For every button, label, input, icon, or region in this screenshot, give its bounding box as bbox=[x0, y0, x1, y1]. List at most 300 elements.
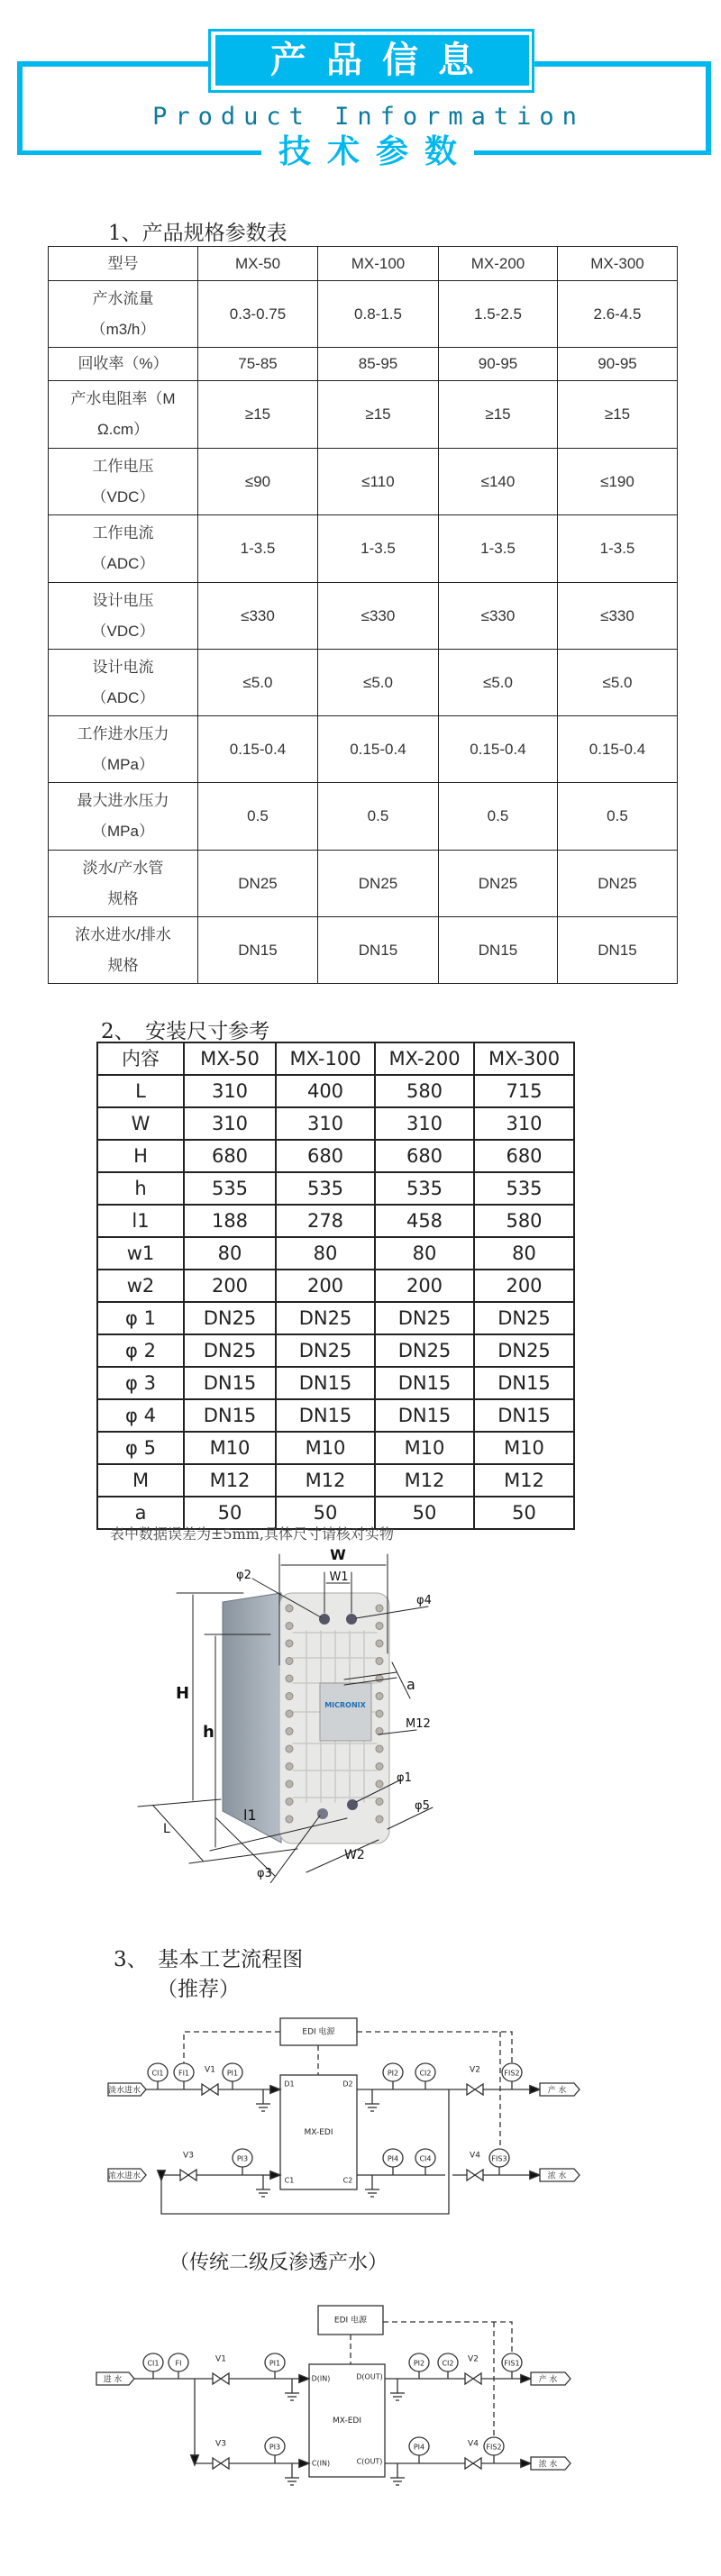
column-header: MX-300 bbox=[558, 247, 678, 281]
table-cell: 680 bbox=[276, 1140, 375, 1172]
table-cell: 1-3.5 bbox=[318, 515, 439, 583]
english-subtitle: Product Information bbox=[152, 103, 585, 131]
row-label-line: （MPa） bbox=[92, 755, 154, 773]
valve-icon bbox=[202, 2084, 218, 2095]
instrument-label: PI4 bbox=[387, 2154, 399, 2163]
flow-arrow-icon bbox=[530, 2086, 540, 2094]
table-row bbox=[49, 583, 678, 650]
table-row bbox=[97, 1367, 574, 1399]
column-header: MX-100 bbox=[318, 247, 439, 281]
edi-power-label: EDI 电源 bbox=[302, 2027, 335, 2037]
section-heading: 技术参数 bbox=[261, 132, 474, 172]
label-phi4: φ4 bbox=[416, 1594, 432, 1607]
flow-arrow-icon bbox=[521, 2375, 531, 2383]
bolt-icon bbox=[376, 1693, 383, 1700]
valve-label: V4 bbox=[468, 2439, 479, 2449]
table-cell: M10 bbox=[375, 1432, 474, 1464]
table-cell: DN15 bbox=[439, 917, 558, 984]
edi-module-label: MX-EDI bbox=[304, 2128, 333, 2137]
table-row bbox=[97, 1140, 574, 1172]
table-row bbox=[49, 281, 678, 348]
row-label-line: （m3/h） bbox=[90, 320, 156, 338]
page-title: 产品信息 bbox=[215, 35, 529, 86]
table-cell: DN25 bbox=[276, 1334, 375, 1367]
row-label-line: 工作电压 bbox=[92, 457, 154, 475]
row-label-line: 产水电阻率（M bbox=[70, 390, 176, 407]
valve-icon bbox=[467, 2170, 483, 2180]
label-l1: l1 bbox=[243, 1807, 257, 1824]
table-cell: 310 bbox=[184, 1107, 276, 1140]
table-cell: 80 bbox=[375, 1237, 474, 1270]
table-cell: DN25 bbox=[375, 1334, 474, 1367]
row-label-line: 规格 bbox=[107, 889, 139, 907]
label-M12: M12 bbox=[406, 1717, 431, 1731]
table-cell: 680 bbox=[184, 1140, 276, 1172]
row-label bbox=[49, 851, 198, 917]
table-cell: 2.6-4.5 bbox=[558, 281, 678, 348]
table-cell: ≥15 bbox=[318, 381, 439, 449]
table-cell: DN15 bbox=[375, 1399, 474, 1432]
table-cell: 310 bbox=[276, 1107, 375, 1140]
row-label: w1 bbox=[97, 1237, 184, 1270]
label-a: a bbox=[406, 1676, 415, 1693]
row-label: h bbox=[97, 1172, 184, 1205]
bolt-icon bbox=[286, 1640, 293, 1647]
table-cell: M10 bbox=[184, 1432, 276, 1464]
port-label: C2 bbox=[342, 2176, 353, 2185]
column-header: 型号 bbox=[49, 247, 198, 281]
table-cell: 1.5-2.5 bbox=[439, 281, 558, 348]
instrument-label: CI1 bbox=[151, 2069, 164, 2078]
column-header: MX-100 bbox=[276, 1042, 375, 1075]
section1-title: 1、产品规格参数表 bbox=[108, 222, 287, 245]
outlet_top-label: 产 水 bbox=[538, 2375, 558, 2385]
table-cell: ≤330 bbox=[558, 583, 678, 650]
instrument-label: PI3 bbox=[236, 2154, 249, 2163]
table-cell: 0.8-1.5 bbox=[318, 281, 439, 348]
table-cell: ≥15 bbox=[439, 381, 558, 449]
table-cell: 90-95 bbox=[439, 348, 558, 381]
table-row bbox=[49, 783, 678, 851]
table-cell: 680 bbox=[474, 1140, 574, 1172]
port-label: D1 bbox=[284, 2080, 295, 2089]
instrument-label: CI1 bbox=[147, 2359, 160, 2368]
instrument-label: PI1 bbox=[226, 2069, 239, 2078]
port-label: C(OUT) bbox=[356, 2457, 383, 2466]
table-cell: DN15 bbox=[318, 917, 439, 984]
section2-title: 2、 安装尺寸参考 bbox=[101, 1020, 270, 1043]
row-label bbox=[49, 449, 198, 515]
table-cell: 50 bbox=[375, 1497, 474, 1529]
table-cell: 680 bbox=[375, 1140, 474, 1172]
label-L: L bbox=[163, 1822, 170, 1836]
bolt-icon bbox=[376, 1745, 383, 1752]
row-label bbox=[49, 583, 198, 650]
column-header: 内容 bbox=[97, 1042, 184, 1075]
table-cell: 0.5 bbox=[198, 783, 318, 851]
bolt-icon bbox=[376, 1658, 383, 1665]
table-cell: ≤5.0 bbox=[198, 650, 318, 716]
row-label bbox=[49, 917, 198, 984]
instrument-label: FIS2 bbox=[504, 2069, 520, 2078]
port-phi2 bbox=[319, 1614, 330, 1625]
table-cell: ≤330 bbox=[439, 583, 558, 650]
bolt-icon bbox=[286, 1605, 293, 1612]
flow-arrow-icon bbox=[270, 2086, 280, 2094]
flow-arrow-icon bbox=[270, 2171, 280, 2180]
table-cell: 75-85 bbox=[198, 348, 318, 381]
table-header-row bbox=[97, 1042, 574, 1075]
label-W: W bbox=[330, 1546, 346, 1563]
bolt-icon bbox=[286, 1763, 293, 1770]
table-cell: DN15 bbox=[276, 1367, 375, 1399]
instrument-label: PI1 bbox=[269, 2359, 281, 2368]
table-cell: 200 bbox=[375, 1270, 474, 1302]
valve-label: V3 bbox=[215, 2439, 226, 2449]
valve-icon bbox=[465, 2373, 481, 2384]
row-label: φ 3 bbox=[97, 1367, 184, 1399]
bolt-icon bbox=[376, 1798, 383, 1806]
valve-icon bbox=[180, 2170, 196, 2180]
port-label: C(IN) bbox=[311, 2459, 331, 2468]
table-cell: DN15 bbox=[276, 1399, 375, 1432]
table-cell: DN25 bbox=[439, 851, 558, 917]
table-cell: 50 bbox=[474, 1497, 574, 1529]
port-label: C1 bbox=[284, 2176, 295, 2185]
valve-label: V2 bbox=[470, 2065, 480, 2075]
table-cell: M12 bbox=[184, 1464, 276, 1497]
table-cell: ≤5.0 bbox=[318, 650, 439, 716]
label-phi2: φ2 bbox=[236, 1569, 251, 1582]
label-W1: W1 bbox=[329, 1570, 349, 1584]
section3-subtitle: （推荐） bbox=[157, 1978, 240, 2001]
table-row bbox=[97, 1270, 574, 1302]
row-label-line: 工作电流 bbox=[92, 524, 154, 542]
row-label bbox=[49, 281, 198, 348]
row-label: φ 2 bbox=[97, 1334, 184, 1367]
table-row bbox=[97, 1107, 574, 1140]
bolt-icon bbox=[286, 1728, 293, 1735]
flow-diagram-recommended bbox=[0, 2005, 721, 2226]
spec-table bbox=[48, 246, 678, 984]
inlet_top-label: 淡水进水 bbox=[107, 2086, 141, 2096]
valve-label: V1 bbox=[215, 2354, 226, 2364]
label-h: h bbox=[203, 1723, 214, 1742]
table-cell: M12 bbox=[474, 1464, 574, 1497]
bolt-icon bbox=[286, 1816, 293, 1823]
table-cell: 400 bbox=[276, 1075, 375, 1107]
instrument-label: FI bbox=[175, 2359, 182, 2368]
valve-icon bbox=[213, 2458, 229, 2469]
signal-line bbox=[184, 2032, 280, 2063]
table-cell: 310 bbox=[375, 1107, 474, 1140]
table-cell: 1-3.5 bbox=[558, 515, 678, 583]
table-row bbox=[49, 449, 678, 515]
row-label-line: 产水流量 bbox=[92, 289, 154, 307]
bolt-icon bbox=[376, 1640, 383, 1647]
label-phi5: φ5 bbox=[415, 1799, 430, 1813]
table-cell: 50 bbox=[184, 1497, 276, 1529]
table-cell: M10 bbox=[474, 1432, 574, 1464]
instrument-label: FIS3 bbox=[491, 2154, 507, 2163]
table-cell: DN25 bbox=[558, 851, 678, 917]
table-row bbox=[97, 1399, 574, 1432]
row-label: φ 4 bbox=[97, 1399, 184, 1432]
column-header: MX-200 bbox=[375, 1042, 474, 1075]
row-label: l1 bbox=[97, 1205, 184, 1237]
signal-line bbox=[357, 2032, 512, 2063]
flow-arrow-icon bbox=[299, 2460, 309, 2468]
row-label bbox=[49, 348, 198, 381]
table-cell: 458 bbox=[375, 1205, 474, 1237]
column-header: MX-200 bbox=[439, 247, 558, 281]
bolt-icon bbox=[376, 1710, 383, 1717]
valve-label: V3 bbox=[183, 2151, 194, 2161]
table-row bbox=[97, 1334, 574, 1367]
table-cell: 535 bbox=[375, 1172, 474, 1205]
label-phi1: φ1 bbox=[397, 1771, 412, 1785]
table-cell: 1-3.5 bbox=[439, 515, 558, 583]
port-label: D(IN) bbox=[311, 2374, 331, 2383]
port-phi4 bbox=[346, 1614, 357, 1625]
valve-icon bbox=[467, 2084, 483, 2095]
instrument-label: FI1 bbox=[178, 2069, 190, 2078]
row-label: H bbox=[97, 1140, 184, 1172]
table-cell: 85-95 bbox=[318, 348, 439, 381]
table-row bbox=[49, 851, 678, 917]
row-label-line: 规格 bbox=[107, 956, 139, 974]
table-cell: 0.15-0.4 bbox=[439, 716, 558, 783]
table-cell: DN15 bbox=[198, 917, 318, 984]
table-cell: ≤140 bbox=[439, 449, 558, 515]
bolt-icon bbox=[376, 1623, 383, 1630]
bolt-icon bbox=[286, 1623, 293, 1630]
flow-arrow-icon bbox=[521, 2460, 531, 2468]
table-cell: ≤5.0 bbox=[439, 650, 558, 716]
table-cell: 0.3-0.75 bbox=[198, 281, 318, 348]
table-cell: 0.5 bbox=[558, 783, 678, 851]
table-cell: ≤330 bbox=[198, 583, 318, 650]
table-cell: 278 bbox=[276, 1205, 375, 1237]
table-header-row bbox=[49, 247, 678, 281]
table-cell: 0.15-0.4 bbox=[558, 716, 678, 783]
table-row bbox=[97, 1237, 574, 1270]
table-cell: ≥15 bbox=[558, 381, 678, 449]
bolt-icon bbox=[376, 1816, 383, 1823]
micronix-logo: MICRONIX bbox=[324, 1701, 366, 1709]
row-label: M bbox=[97, 1464, 184, 1497]
instrument-label: CI2 bbox=[419, 2069, 432, 2078]
table-cell: DN25 bbox=[474, 1302, 574, 1334]
label-H: H bbox=[176, 1684, 190, 1703]
table-cell: 200 bbox=[184, 1270, 276, 1302]
table-cell: DN25 bbox=[276, 1302, 375, 1334]
label-phi3: φ3 bbox=[257, 1867, 272, 1880]
bolt-icon bbox=[376, 1605, 383, 1612]
instrument-label: PI2 bbox=[413, 2359, 425, 2368]
table-cell: DN15 bbox=[375, 1367, 474, 1399]
row-label-line: （ADC） bbox=[91, 555, 155, 572]
row-label-line: （VDC） bbox=[91, 622, 155, 640]
table-cell: 310 bbox=[184, 1075, 276, 1107]
column-header: MX-300 bbox=[474, 1042, 574, 1075]
table-row bbox=[97, 1302, 574, 1334]
row-label bbox=[49, 783, 198, 851]
table-cell: ≥15 bbox=[198, 381, 318, 449]
table-cell: 80 bbox=[474, 1237, 574, 1270]
table-cell: 580 bbox=[375, 1075, 474, 1107]
table-cell: ≤5.0 bbox=[558, 650, 678, 716]
flow-arrow-icon bbox=[530, 2171, 540, 2180]
table-cell: DN15 bbox=[474, 1399, 574, 1432]
bolt-icon bbox=[286, 1780, 293, 1788]
valve-icon bbox=[213, 2373, 229, 2384]
table-cell: M10 bbox=[276, 1432, 375, 1464]
table-cell: 715 bbox=[474, 1075, 574, 1107]
table-cell: ≤190 bbox=[558, 449, 678, 515]
row-label: W bbox=[97, 1107, 184, 1140]
table-cell: 188 bbox=[184, 1205, 276, 1237]
table-cell: DN15 bbox=[184, 1367, 276, 1399]
port-phi1 bbox=[347, 1799, 358, 1810]
flow-arrow-icon bbox=[299, 2375, 309, 2383]
table-row bbox=[97, 1205, 574, 1237]
instrument-label: PI2 bbox=[387, 2069, 399, 2078]
row-label bbox=[49, 515, 198, 583]
table-cell: 90-95 bbox=[558, 348, 678, 381]
bolt-icon bbox=[286, 1710, 293, 1717]
bolt-icon bbox=[286, 1675, 293, 1682]
port-label: D2 bbox=[342, 2080, 353, 2089]
table-row bbox=[49, 917, 678, 984]
inlet_bottom-label: 浓水进水 bbox=[107, 2171, 141, 2181]
row-label-line: （VDC） bbox=[91, 487, 155, 505]
bolt-icon bbox=[376, 1675, 383, 1682]
table-cell: DN25 bbox=[375, 1302, 474, 1334]
table-cell: 0.15-0.4 bbox=[198, 716, 318, 783]
table-cell: 0.5 bbox=[439, 783, 558, 851]
bolt-icon bbox=[286, 1745, 293, 1752]
edi-module-label: MX-EDI bbox=[332, 2417, 362, 2426]
table-cell: 535 bbox=[474, 1172, 574, 1205]
label-W2: W2 bbox=[344, 1848, 365, 1862]
instrument-label: PI3 bbox=[269, 2443, 281, 2452]
port-label: D(OUT) bbox=[356, 2372, 383, 2381]
table-cell: 200 bbox=[474, 1270, 574, 1302]
flow-diagram-ro bbox=[0, 2293, 721, 2491]
table-row bbox=[49, 348, 678, 381]
table-cell: 0.15-0.4 bbox=[318, 716, 439, 783]
table-cell: M12 bbox=[276, 1464, 375, 1497]
valve-label: V4 bbox=[470, 2151, 480, 2161]
instrument-label: PI4 bbox=[413, 2443, 425, 2452]
instrument-label: CI2 bbox=[442, 2359, 454, 2368]
signal-line bbox=[383, 2322, 512, 2353]
column-header: MX-50 bbox=[198, 247, 318, 281]
edi-power-label: EDI 电源 bbox=[333, 2316, 368, 2326]
outlet_top-label: 产 水 bbox=[547, 2086, 567, 2096]
bolt-icon bbox=[376, 1763, 383, 1770]
table-row bbox=[97, 1464, 574, 1497]
row-label-line: 浓水进水/排水 bbox=[75, 925, 171, 943]
table-cell: ≤90 bbox=[198, 449, 318, 515]
valve-icon bbox=[465, 2458, 481, 2469]
table-cell: 0.5 bbox=[318, 783, 439, 851]
row-label-line: 设计电流 bbox=[92, 658, 154, 676]
table-cell: DN25 bbox=[184, 1334, 276, 1367]
row-label: w2 bbox=[97, 1270, 184, 1302]
table-row bbox=[97, 1172, 574, 1205]
table-cell: DN25 bbox=[318, 851, 439, 917]
tolerance-note: 表中数据误差为±5mm,具体尺寸请核对实物 bbox=[110, 1525, 395, 1543]
row-label-line: Ω.cm） bbox=[96, 421, 150, 438]
table-cell: DN25 bbox=[184, 1302, 276, 1334]
table-cell: DN15 bbox=[474, 1367, 574, 1399]
row-label bbox=[49, 381, 198, 449]
flow2-subtitle: （传统二级反渗透产水） bbox=[169, 2252, 388, 2274]
outlet_bottom-label: 浓 水 bbox=[547, 2171, 567, 2181]
row-label-line: 最大进水压力 bbox=[77, 792, 169, 809]
table-row bbox=[49, 381, 678, 449]
table-cell: ≤330 bbox=[318, 583, 439, 650]
row-label bbox=[49, 650, 198, 716]
row-label-line: （MPa） bbox=[92, 823, 154, 840]
column-header: MX-50 bbox=[184, 1042, 276, 1075]
valve-label: V2 bbox=[468, 2354, 479, 2364]
module-logo-plate bbox=[320, 1683, 371, 1741]
valve-label: V1 bbox=[205, 2065, 215, 2075]
outlet_bottom-label: 浓 水 bbox=[538, 2460, 558, 2470]
table-row bbox=[49, 650, 678, 716]
table-cell: 50 bbox=[276, 1497, 375, 1529]
row-label-line: 工作进水压力 bbox=[77, 724, 169, 742]
dimension-table bbox=[96, 1042, 575, 1530]
bolt-icon bbox=[286, 1658, 293, 1665]
module-side-panel bbox=[223, 1593, 281, 1843]
table-row bbox=[97, 1075, 574, 1107]
row-label-line: 淡水/产水管 bbox=[82, 859, 164, 877]
instrument-label: CI4 bbox=[419, 2154, 432, 2163]
section3-title: 3、 基本工艺流程图 bbox=[114, 1948, 304, 1971]
table-cell: 535 bbox=[276, 1172, 375, 1205]
row-label: φ 1 bbox=[97, 1302, 184, 1334]
row-label-line: （ADC） bbox=[91, 688, 155, 706]
table-row bbox=[49, 716, 678, 783]
table-cell: 200 bbox=[276, 1270, 375, 1302]
table-cell: M12 bbox=[375, 1464, 474, 1497]
table-cell: 80 bbox=[184, 1237, 276, 1270]
row-label: φ 5 bbox=[97, 1432, 184, 1464]
table-cell: 310 bbox=[474, 1107, 574, 1140]
table-cell: 580 bbox=[474, 1205, 574, 1237]
row-label-line: 设计电压 bbox=[92, 591, 154, 609]
table-cell: DN25 bbox=[198, 851, 318, 917]
table-row bbox=[97, 1432, 574, 1464]
row-label: a bbox=[97, 1497, 184, 1529]
table-cell: DN25 bbox=[474, 1334, 574, 1367]
table-row bbox=[49, 515, 678, 583]
table-cell: 535 bbox=[184, 1172, 276, 1205]
bolt-icon bbox=[286, 1693, 293, 1700]
module-dimension-drawing bbox=[0, 1545, 721, 1883]
table-cell: DN15 bbox=[558, 917, 678, 984]
inlet_top-label: 进 水 bbox=[103, 2375, 123, 2385]
bolt-icon bbox=[286, 1798, 293, 1806]
table-cell: 80 bbox=[276, 1237, 375, 1270]
row-label bbox=[49, 716, 198, 783]
instrument-label: FIS1 bbox=[504, 2359, 520, 2368]
table-cell: ≤110 bbox=[318, 449, 439, 515]
